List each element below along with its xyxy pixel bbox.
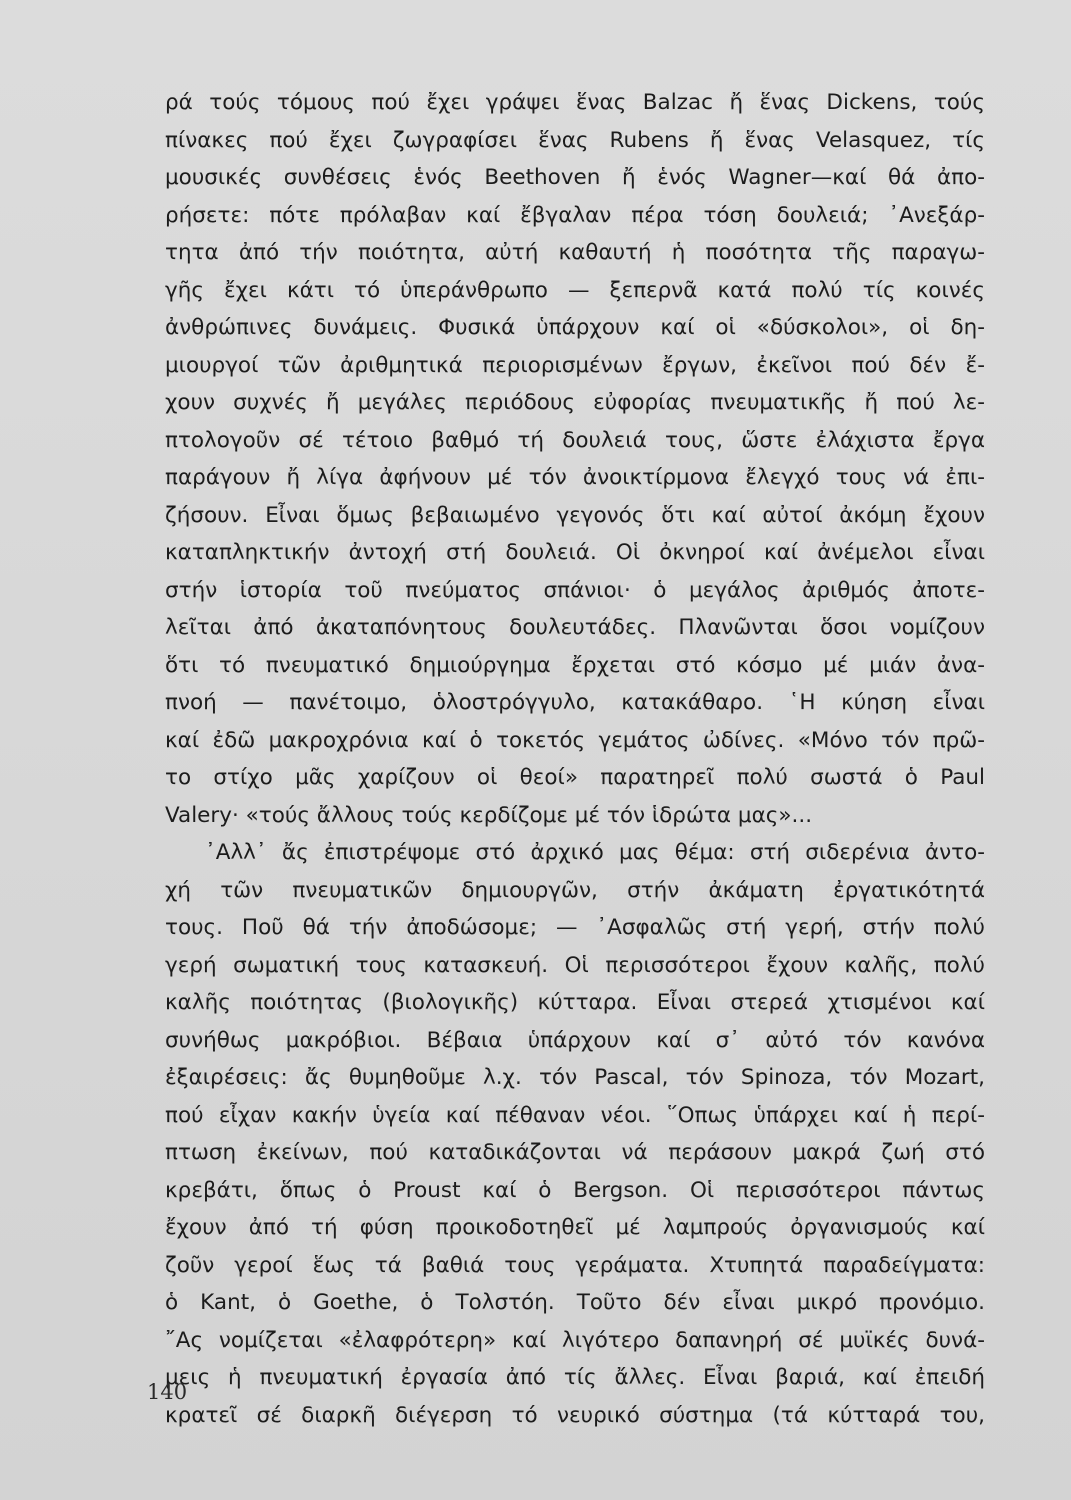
text-line: ὁ Kant, ὁ Goethe, ὁ Τολστόη. Τοῦτο δέν εἶναι μικρό προνόμιο. <box>165 1290 985 1315</box>
text-line: ζοῦν γεροί ἕως τά βαθιά τους γεράματα. Χτυπητά παραδείγματα: <box>165 1252 985 1278</box>
text-line: ζήσουν. Εἶναι ὅμως βεβαιωμένο γεγονός ὅτι καί αὐτοί ἀκόμη ἔχουν <box>165 502 985 528</box>
text-line: χή τῶν πνευματικῶν δημιουργῶν, στήν ἀκάματη ἐργατικότητά <box>165 877 985 903</box>
text-line: ρήσετε: πότε πρόλαβαν καί ἔβγαλαν πέρα τόση δουλειά; ᾿Ανεξάρ- <box>165 202 985 228</box>
text-line: συνήθως μακρόβιοι. Βέβαια ὑπάρχουν καί σ᾿ αὐτό τόν κανόνα <box>165 1027 985 1053</box>
text-line: καλῆς ποιότητας (βιολογικῆς) κύτταρα. Εἶναι στερεά χτισμένοι καί <box>165 990 985 1015</box>
text-line: τητα ἀπό τήν ποιότητα, αὐτή καθαυτή ἡ ποσότητα τῆς παραγω- <box>165 240 985 265</box>
text-line: Valery· «τούς ἄλλους τούς κερδίζομε μέ τόν ἱδρώτα μας»... <box>165 802 813 828</box>
paragraph-2 <box>165 834 985 1434</box>
paragraph-1 <box>165 84 985 834</box>
text-line: στήν ἱστορία τοῦ πνεύματος σπάνιοι· ὁ μεγάλος ἀριθμός ἀποτε- <box>165 577 985 603</box>
text-line: ἀνθρώπινες δυνάμεις. Φυσικά ὑπάρχουν καί οἱ «δύσκολοι», οἱ δη- <box>165 315 985 340</box>
text-line: γερή σωματική τους κατασκευή. Οἱ περισσότεροι ἔχουν καλῆς, πολύ <box>165 952 985 978</box>
text-line: πίνακες πού ἔχει ζωγραφίσει ἕνας Rubens ἤ ἕνας Velasquez, τίς <box>165 127 985 153</box>
text-line: ρά τούς τόμους πού ἔχει γράψει ἕνας Balzac ἤ ἕνας Dickens, τούς <box>165 90 985 115</box>
text-line: παράγουν ἤ λίγα ἀφήνουν μέ τόν ἀνοικτίρμονα ἔλεγχό τους νά ἐπι- <box>165 465 985 490</box>
text-line: μουσικές συνθέσεις ἑνός Beethoven ἤ ἑνός Wagner—καί θά ἀπο- <box>165 165 985 190</box>
body-text <box>165 84 985 1434</box>
text-line: ἔχουν ἀπό τή φύση προικοδοτηθεῖ μέ λαμπρούς ὀργανισμούς καί <box>165 1215 985 1240</box>
text-line: κρεβάτι, ὅπως ὁ Proust καί ὁ Bergson. Οἱ περισσότεροι πάντως <box>165 1177 985 1203</box>
text-line: μεις ἡ πνευματική ἐργασία ἀπό τίς ἄλλες. Εἶναι βαριά, καί ἐπειδή <box>165 1365 985 1390</box>
text-line: το στίχο μᾶς χαρίζουν οἱ θεοί» παρατηρεῖ πολύ σωστά ὁ Paul <box>165 765 985 790</box>
text-line: καί ἐδῶ μακροχρόνια καί ὁ τοκετός γεμάτος ὠδίνες. «Μόνο τόν πρῶ- <box>165 727 985 753</box>
text-line: ἐξαιρέσεις: ἄς θυμηθοῦμε λ.χ. τόν Pascal, τόν Spinoza, τόν Mozart, <box>165 1065 985 1090</box>
text-line: ᾿Αλλ᾿ ἄς ἐπιστρέψομε στό ἀρχικό μας θέμα: στή σιδερένια ἀντο- <box>205 840 985 865</box>
text-line: πνοή — πανέτοιμο, ὁλοστρόγγυλο, κατακάθαρο. ῾Η κύηση εἶναι <box>165 690 985 715</box>
text-line: μιουργοί τῶν ἀριθμητικά περιορισμένων ἔργων, ἐκεῖνοι πού δέν ἔ- <box>165 352 985 378</box>
text-line: κρατεῖ σέ διαρκῆ διέγερση τό νευρικό σύστημα (τά κύτταρά του, <box>165 1402 985 1428</box>
text-line: πού εἶχαν κακήν ὑγεία καί πέθαναν νέοι. ῞Οπως ὑπάρχει καί ἡ περί- <box>165 1102 985 1128</box>
text-line: γῆς ἔχει κάτι τό ὑπεράνθρωπο — ξεπερνᾶ κατά πολύ τίς κοινές <box>165 277 985 303</box>
text-line: πτολογοῦν σέ τέτοιο βαθμό τή δουλειά τους, ὥστε ἐλάχιστα ἔργα <box>165 427 985 453</box>
text-line: λεῖται ἀπό ἀκαταπόνητους δουλευτάδες. Πλανῶνται ὅσοι νομίζουν <box>165 615 985 640</box>
page-number: 140 <box>147 1380 188 1404</box>
text-line: πτωση ἐκείνων, πού καταδικάζονται νά περάσουν μακρά ζωή στό <box>165 1140 985 1165</box>
text-line: χουν συχνές ἤ μεγάλες περιόδους εὐφορίας πνευματικῆς ἤ πού λε- <box>165 390 985 415</box>
text-line: ῎Ας νομίζεται «ἐλαφρότερη» καί λιγότερο δαπανηρή σέ μυϊκές δυνά- <box>165 1327 985 1353</box>
text-line: ὅτι τό πνευματικό δημιούργημα ἔρχεται στό κόσμο μέ μιάν ἀνα- <box>165 652 985 678</box>
text-line: καταπληκτικήν ἀντοχή στή δουλειά. Οἱ ὀκνηροί καί ἀνέμελοι εἶναι <box>165 540 985 565</box>
text-line: τους. Ποῦ θά τήν ἀποδώσομε; — ᾿Ασφαλῶς στή γερή, στήν πολύ <box>165 915 985 940</box>
